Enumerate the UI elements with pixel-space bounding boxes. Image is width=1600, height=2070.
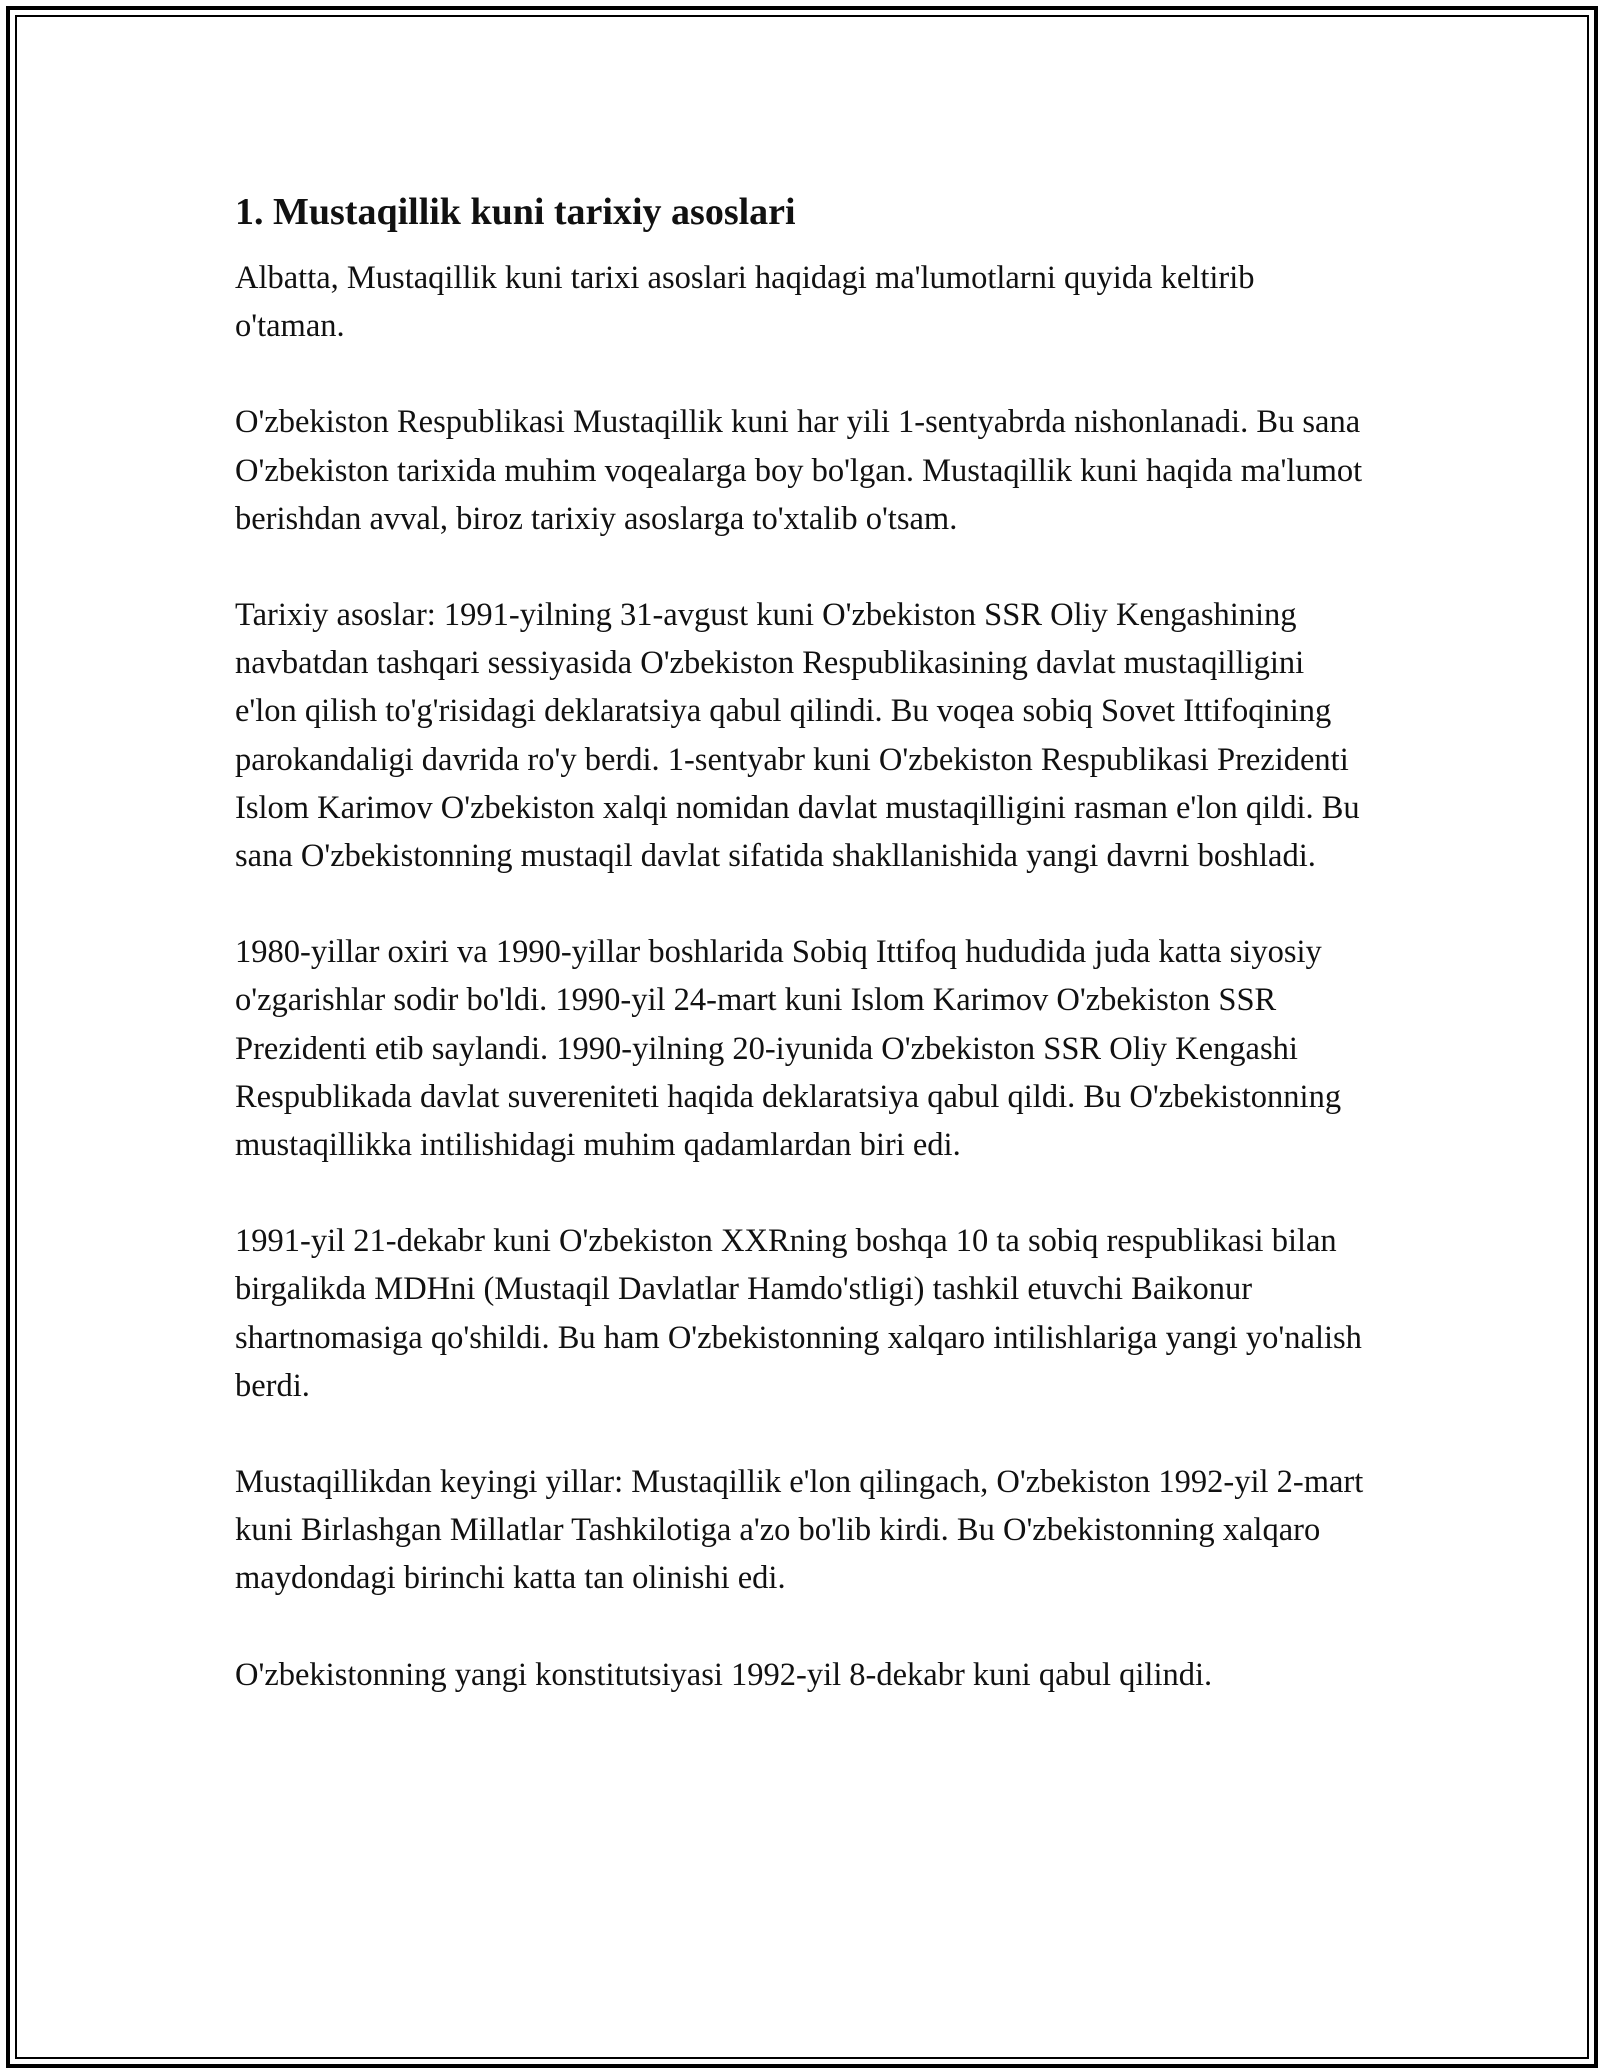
paragraph-intro: Albatta, Mustaqillik kuni tarixi asoslari haqidagi ma'lumotlarni quyida keltirib o'taman. (235, 260, 1255, 345)
paragraph-independence-day: O'zbekiston Respublikasi Mustaqillik kuni har yili 1-sentyabrda nishonlanadi. Bu sana O'zbekiston tarixida muhim voqealarga boy bo'lgan. Mustaqillik kuni haqida ma'lumot berishdan avval, biroz tarixiy asoslarga to'xtalib o'tsam. (235, 404, 1363, 537)
paragraph-after-independence: Mustaqillikdan keyingi yillar: Mustaqillik e'lon qilingach, O'zbekiston 1992-yil 2-mart kuni Birlashgan Millatlar Tashkilotiga a'zo bo'lib kirdi. Bu O'zbekistonning xalqaro maydondagi birinchi katta tan olinishi edi. (235, 1464, 1364, 1597)
paragraph-historical-basis: Tarixiy asoslar: 1991-yilning 31-avgust kuni O'zbekiston SSR Oliy Kengashining navbatdan tashqari sessiyasida O'zbekiston Respublikasining davlat mustaqilligini e'lon qilish to'g'risidagi deklaratsiya qabul qilindi. Bu voqea sobiq Sovet Ittifoqining parokandaligi davrida ro'y berdi. 1-sentyabr kuni O'zbekiston Respublikasi Prezidenti Islom Karimov O'zbekiston xalqi nomidan davlat mustaqilligini rasman e'lon qildi. Bu sana O'zbekistonning mustaqil davlat sifatida shakllanishida yangi davrni boshladi. (235, 597, 1360, 875)
document-body (235, 188, 1365, 1747)
paragraph-constitution: O'zbekistonning yangi konstitutsiyasi 1992-yil 8-dekabr kuni qabul qilindi. (235, 1656, 1213, 1693)
paragraph-political-changes: 1980-yillar oxiri va 1990-yillar boshlarida Sobiq Ittifoq hududida juda katta siyosiy o'zgarishlar sodir bo'ldi. 1990-yil 24-mart kuni Islom Karimov O'zbekiston SSR Prezidenti etib saylandi. 1990-yilning 20-iyunida O'zbekiston SSR Oliy Kengashi Respublikada davlat suvereniteti haqida deklaratsiya qabul qildi. Bu O'zbekistonning mustaqillikka intilishidagi muhim qadamlardan biri edi. (235, 934, 1342, 1164)
section-heading: 1. Mustaqillik kuni tarixiy asoslari (235, 191, 796, 233)
paragraph-cis: 1991-yil 21-dekabr kuni O'zbekiston XXRning boshqa 10 ta sobiq respublikasi bilan birgalikda MDHni (Mustaqil Davlatlar Hamdo'stligi) tashkil etuvchi Baikonur shartnomasiga qo'shildi. Bu ham O'zbekistonning xalqaro intilishlariga yangi yo'nalish berdi. (235, 1223, 1362, 1404)
